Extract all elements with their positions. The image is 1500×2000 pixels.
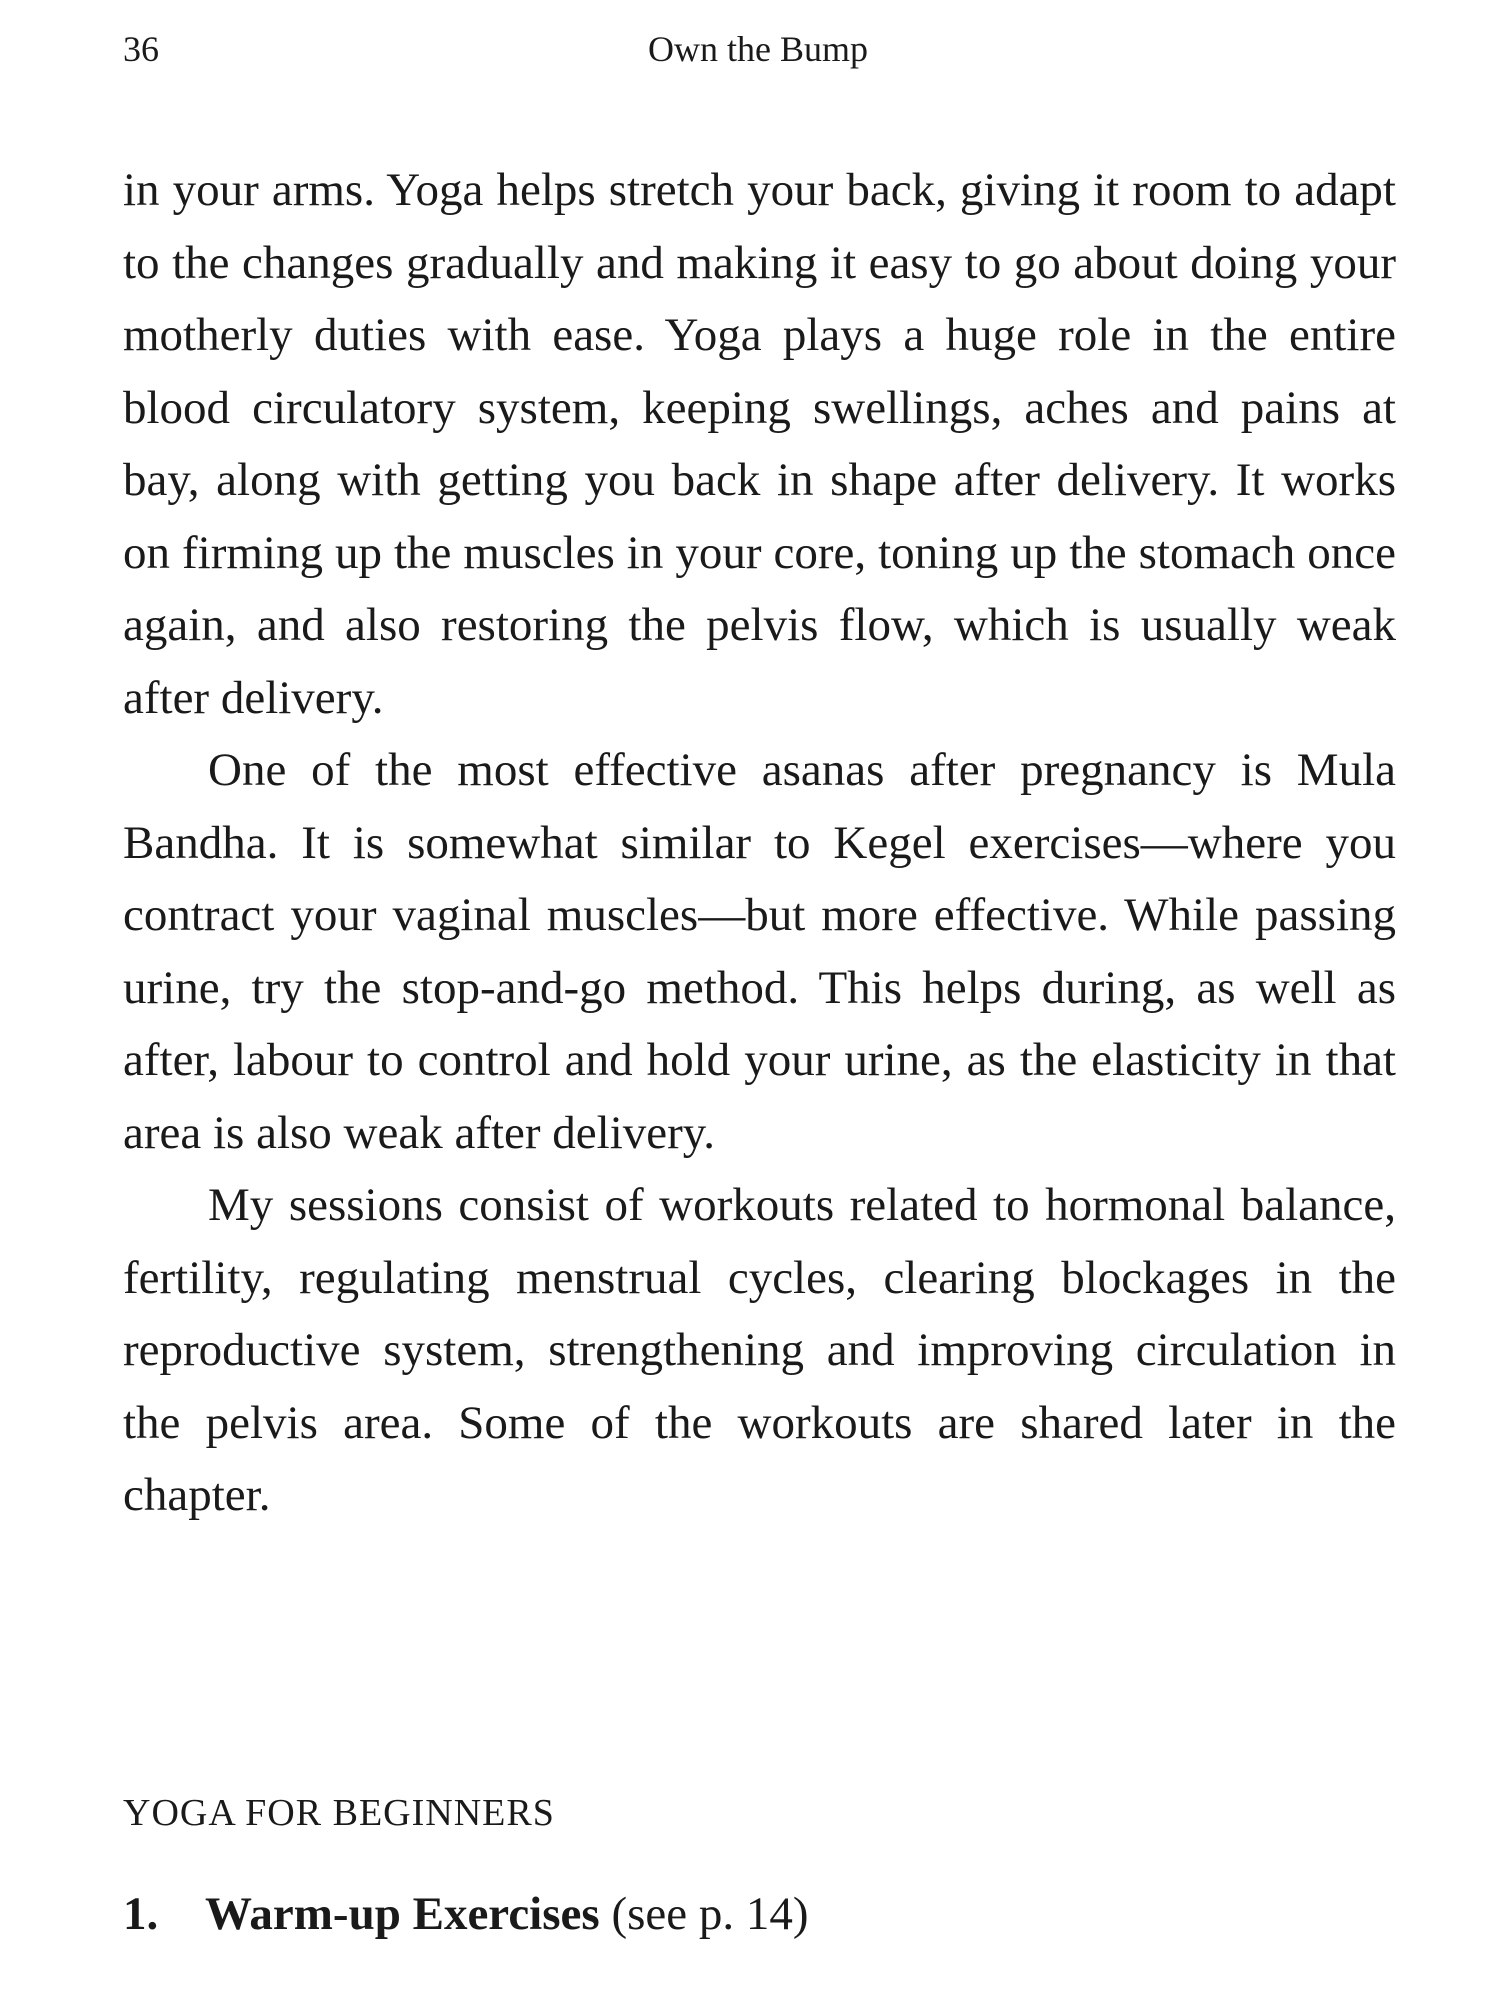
page-number: 36	[123, 29, 159, 69]
section-heading: YOGA FOR BEGINNERS	[123, 1792, 555, 1834]
paragraph-continued: in your arms. Yoga helps stretch your back, giving it room to adapt to the changes gradually and making it easy to go about doing your motherly duties with ease. Yoga plays a huge role in the entire blood circulatory system, keeping swellings, aches and pains at bay, along with getting you back in shape after delivery. It works on firming up the muscles in your core, toning up the stomach once again, and also restoring the pelvis flow, which is usually weak after delivery.	[123, 164, 1396, 724]
paragraph-mula-bandha: One of the most effective asanas after pregnancy is Mula Bandha. It is somewhat similar to Kegel exercises—where you contract your vaginal muscles—but more effective. While passing urine, try the stop-and-go method. This helps during, as well as after, labour to control and hold your urine, as the elasticity in that area is also weak after delivery.	[123, 744, 1396, 1159]
body-text	[123, 154, 1396, 1532]
list-item-number: 1.	[123, 1888, 159, 1940]
book-title: Own the Bump	[648, 29, 868, 69]
list-item-page-reference: (see p. 14)	[599, 1888, 809, 1940]
list-item	[123, 1882, 809, 1946]
running-head	[123, 24, 1393, 74]
list-item-title: Warm-up Exercises	[205, 1888, 600, 1940]
paragraph-sessions: My sessions consist of workouts related to hormonal balance, fertility, regulating menstrual cycles, clearing blockages in the reproductive system, strengthening and improving circulation in the pelvis area. Some of the workouts are shared later in the chapter.	[123, 1179, 1396, 1521]
